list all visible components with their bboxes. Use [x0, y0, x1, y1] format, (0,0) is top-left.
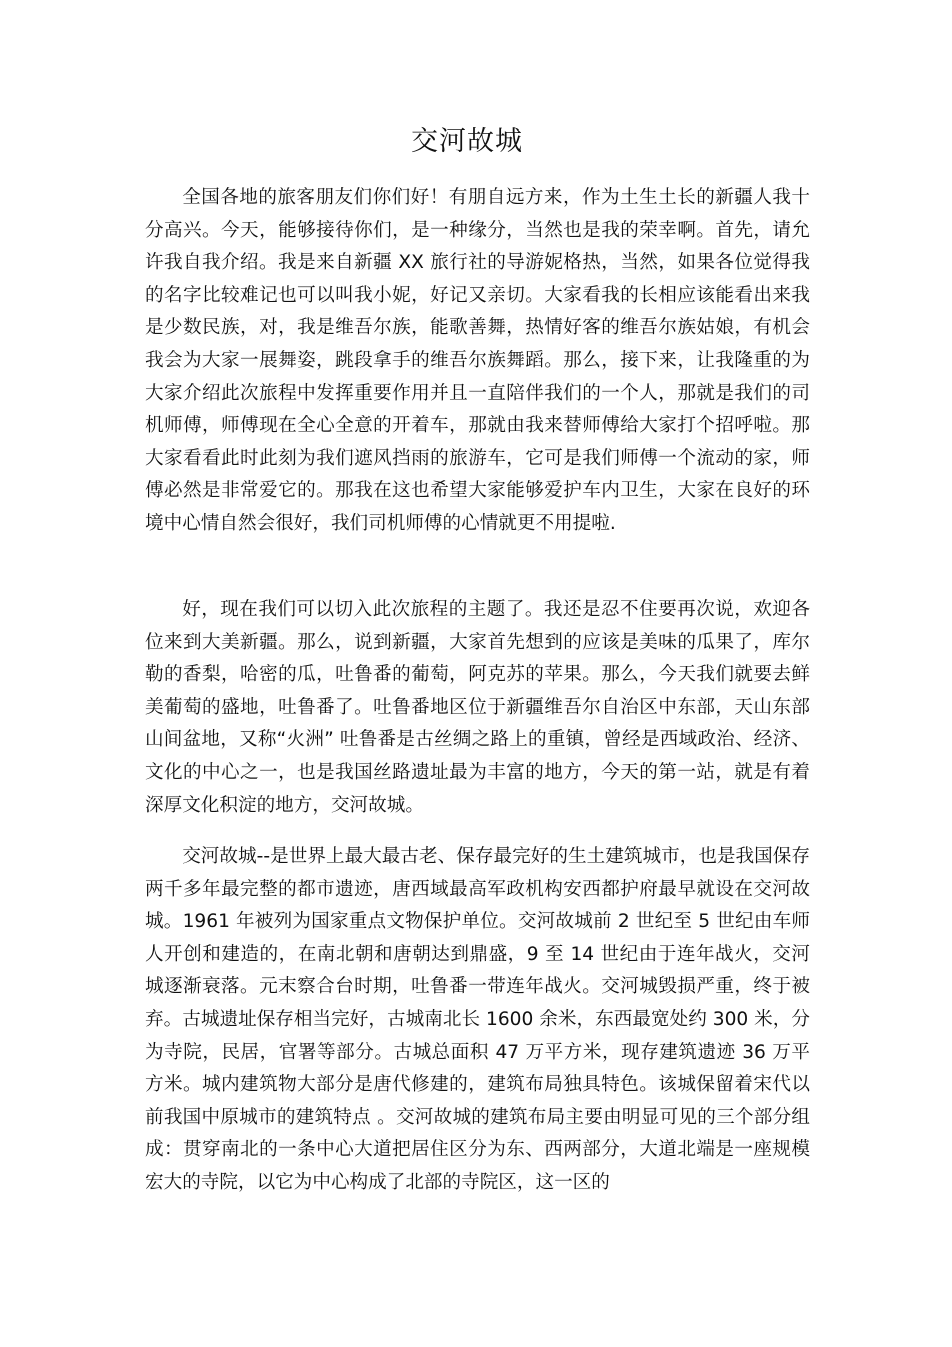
paragraph-turpan-intro: 好，现在我们可以切入此次旅程的主题了。我还是忍不住要再次说，欢迎各位来到大美新疆。那么，说到新疆，大家首先想到的应该是美味的瓜果了，库尔勒的香梨，哈密的瓜，吐鲁番的葡萄，阿克苏的苹果。那么，今天我们就要去鲜美葡萄的盛地，吐鲁番了。吐鲁番地区位于新疆维吾尔自治区中东部，天山东部山间盆地，又称“火洲” 吐鲁番是古丝绸之路上的重镇，曾经是西域政治、经济、文化的中心之一，也是我国丝路遗址最为丰富的地方，今天的第一站，就是有着深厚文化积淀的地方，交河故城。 [145, 599, 810, 816]
paragraph-jiaohe-history: 交河故城--是世界上最大最古老、保存最完好的生土建筑城市，也是我国保存两千多年最完整的都市遗迹，唐西域最高军政机构安西都护府最早就设在交河故城。1961 年被列为国家重点文物保护单位。交河故城前 2 世纪至 5 世纪由车师人开创和建造的，在南北朝和唐朝达到鼎盛，9 至 14 世纪由于连年战火，交河城逐渐衰落。元末察合台时期，吐鲁番一带连年战火。交河城毁损严重，终于被弃。古城遗址保存相当完好，古城南北长 1600 余米，东西最宽处约 300 米，分为寺院，民居，官署等部分。古城总面积 47 万平方米，现存建筑遗迹 36 万平方米。城内建筑物大部分是唐代修建的，建筑布局独具特色。该城保留着宋代以前我国中原城市的建筑特点 。交河故城的建筑布局主要由明显可见的三个部分组成：贯穿南北的一条中心大道把居住区分为东、西两部分，大道北端是一座规模宏大的寺院，以它为中心构成了北部的寺院区，这一区的 [145, 846, 810, 1193]
paragraph-greeting: 全国各地的旅客朋友们你们好！有朋自远方来，作为土生土长的新疆人我十分高兴。今天，能够接待你们，是一种缘分，当然也是我的荣幸啊。首先，请允许我自我介绍。我是来自新疆 XX 旅行社的导游妮格热，当然，如果各位觉得我的名字比较难记也可以叫我小妮，好记又亲切。大家看我的长相应该能看出来我是少数民族，对，我是维吾尔族，能歌善舞，热情好客的维吾尔族姑娘，有机会我会为大家一展舞姿，跳段拿手的维吾尔族舞蹈。那么，接下来，让我隆重的为大家介绍此次旅程中发挥重要作用并且一直陪伴我们的一个人，那就是我们的司机师傅，师傅现在全心全意的开着车，那就由我来替师傅给大家打个招呼啦。那大家看看此时此刻为我们遮风挡雨的旅游车，它可是我们师傅一个流动的家，师傅必然是非常爱它的。那我在这也希望大家能够爱护车内卫生，大家在良好的环境中心情自然会很好，我们司机师傅的心情就更不用提啦. [145, 187, 810, 534]
document-title: 交河故城 [411, 126, 523, 157]
